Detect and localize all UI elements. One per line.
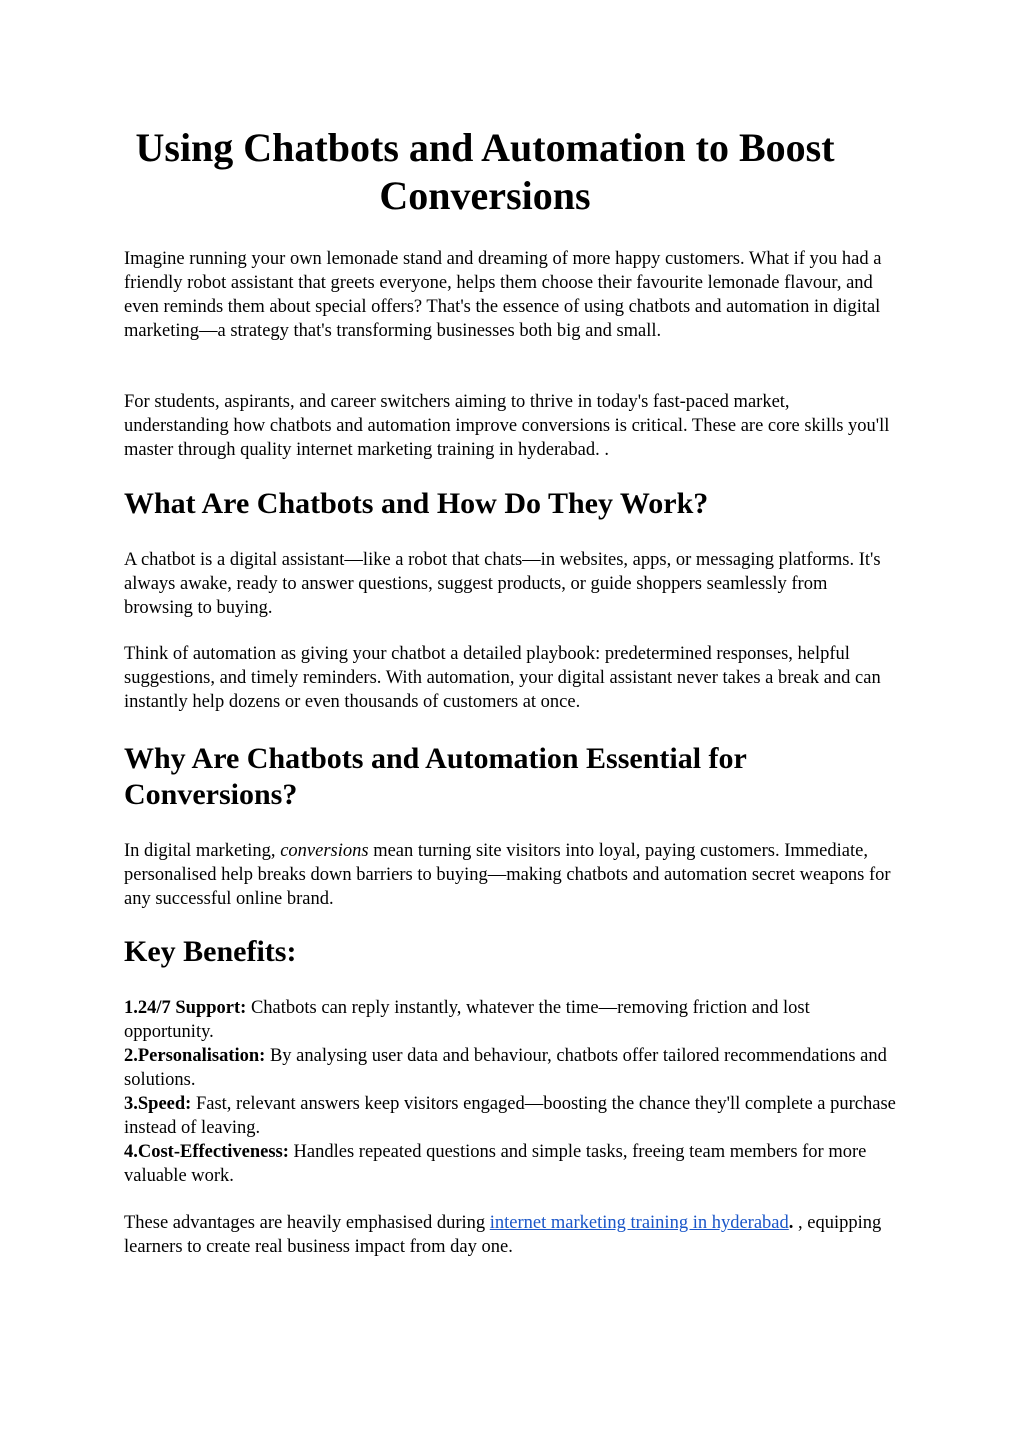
benefit-item [124, 1142, 866, 1186]
closing-paragraph [124, 1211, 896, 1259]
closing-text-before: These advantages are heavily emphasised during [124, 1213, 490, 1233]
benefit-label: 2.Personalisation: [124, 1046, 266, 1066]
conversions-paragraph [124, 839, 896, 911]
closing-text-after: , equipping learners to create real business impact from day one. [124, 1213, 882, 1257]
chatbot-definition-paragraph: A chatbot is a digital assistant—like a robot that chats—in websites, apps, or messaging platforms. It's always awake, ready to answer questions, suggest products, or guide shoppers seamlessly from browsing to buying. [124, 550, 881, 618]
benefit-label: 1.24/7 Support: [124, 998, 247, 1018]
benefits-list [124, 996, 896, 1188]
intro-paragraph-1: Imagine running your own lemonade stand and dreaming of more happy customers. What if you had a friendly robot assistant that greets everyone, helps them choose their favourite lemonade flavour, and even reminds them about special offers? That's the essence of using chatbots and automation in digital marketing—a strategy that's transforming businesses both big and small. [124, 249, 882, 341]
benefit-item [124, 1094, 896, 1138]
benefit-text: Handles repeated questions and simple tasks, freeing team members for more valuable work. [124, 1142, 867, 1186]
intro-paragraph-2: For students, aspirants, and career switchers aiming to thrive in today's fast-paced market, understanding how chatbots and automation improve conversions is critical. These are core skills you'll master through quality internet marketing training in hyderabad. . [124, 392, 890, 460]
section-heading-what-are-chatbots: What Are Chatbots and How Do They Work? [124, 487, 709, 520]
automation-paragraph: Think of automation as giving your chatbot a detailed playbook: predetermined responses, helpful suggestions, and timely reminders. With automation, your digital assistant never takes a break and can instantly help dozens or even thousands of customers at once. [124, 644, 881, 712]
conversions-text-before: In digital marketing, [124, 841, 281, 861]
closing-bold-period: . [788, 1213, 794, 1233]
benefit-text: Fast, relevant answers keep visitors engaged—boosting the chance they'll complete a purchase instead of leaving. [124, 1094, 896, 1138]
benefit-text: By analysing user data and behaviour, chatbots offer tailored recommendations and solutions. [124, 1046, 887, 1090]
benefit-text: Chatbots can reply instantly, whatever the time—removing friction and lost opportunity. [124, 998, 810, 1042]
section-heading-key-benefits: Key Benefits: [124, 935, 297, 968]
training-link[interactable]: internet marketing training in hyderabad [489, 1213, 789, 1233]
benefit-item [124, 998, 810, 1042]
benefit-label: 4.Cost-Effectiveness: [124, 1142, 289, 1162]
benefit-item [124, 1046, 887, 1090]
page-title: Using Chatbots and Automation to Boost Conversions [135, 125, 835, 218]
conversions-emphasis: conversions [280, 841, 369, 861]
conversions-text-after: mean turning site visitors into loyal, paying customers. Immediate, personalised help breaks down barriers to buying—making chatbots and automation secret weapons for any successful online brand. [124, 841, 891, 909]
benefit-label: 3.Speed: [124, 1094, 192, 1114]
section-heading-why-essential: Why Are Chatbots and Automation Essential for Conversions? [124, 742, 747, 811]
